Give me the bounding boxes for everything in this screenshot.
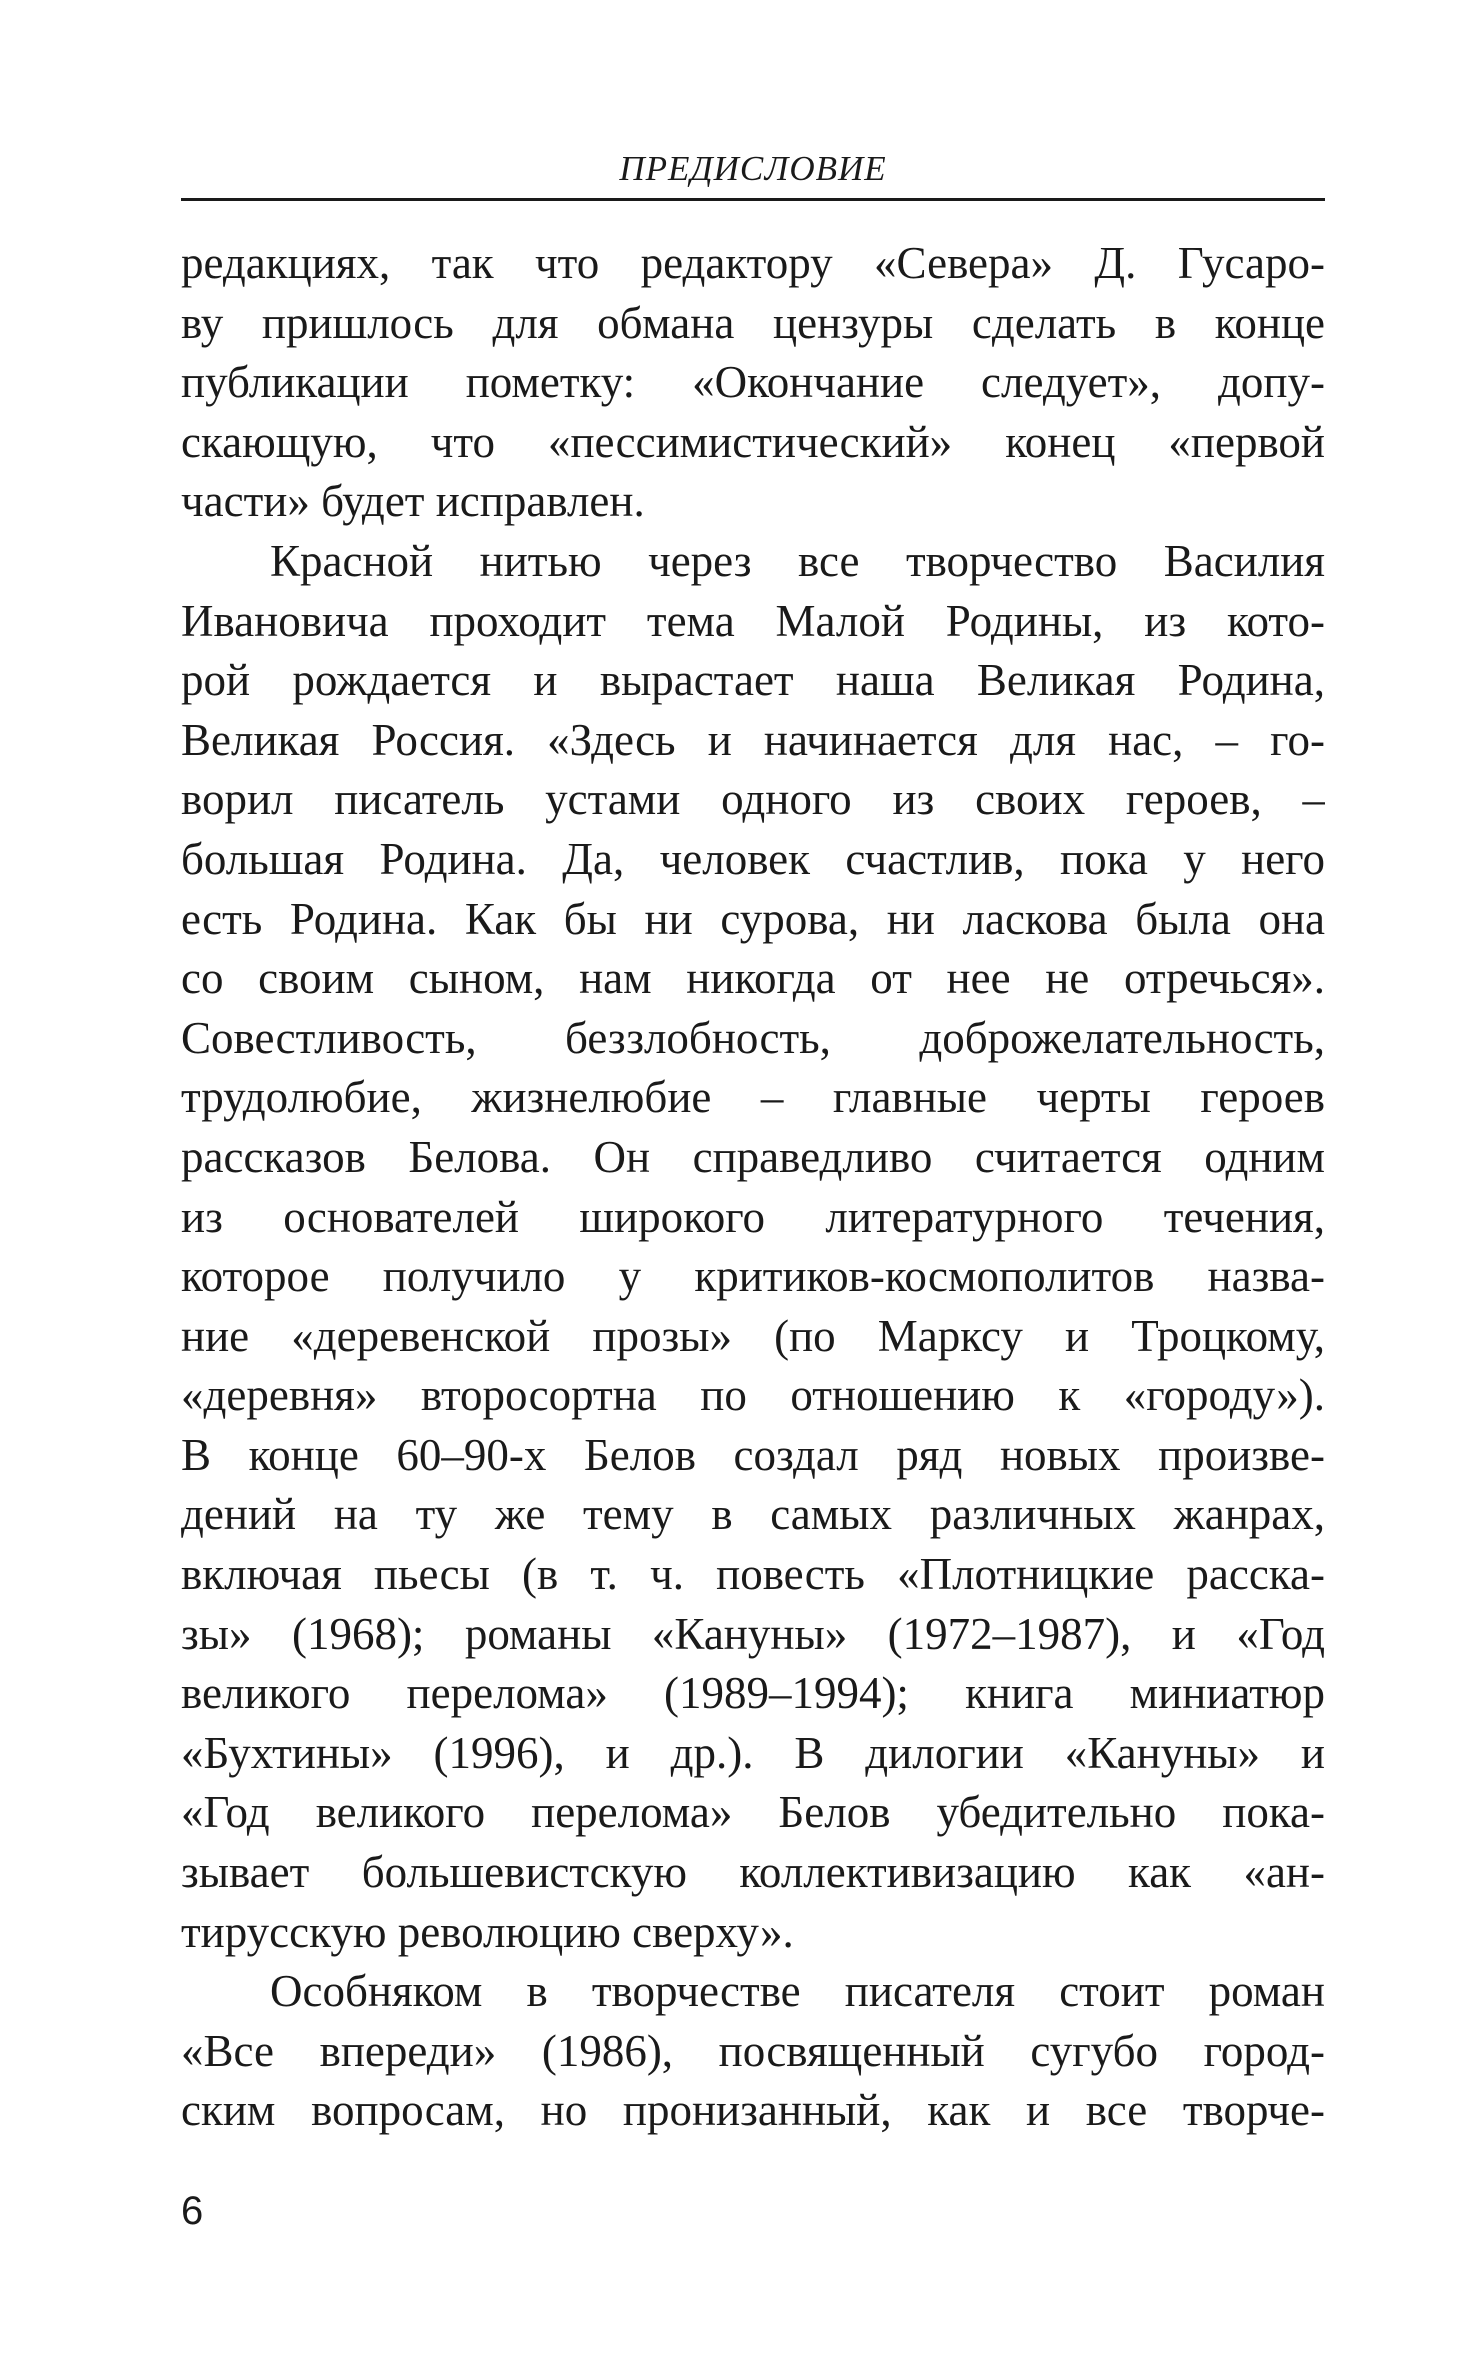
text-line: зы» (1968); романы «Кануны» (1972–1987), и «Год <box>181 1608 1325 1659</box>
text-line: ским вопросам, но пронизанный, как и все творче- <box>181 2085 1325 2136</box>
text-line: части» будет исправлен. <box>181 476 645 527</box>
text-line: большая Родина. Да, человек счастлив, пока у него <box>181 833 1325 884</box>
text-line: «Бухтины» (1996), и др.). В дилогии «Кануны» и <box>181 1727 1325 1778</box>
running-header <box>181 144 1325 201</box>
text-line: Особняком в творчестве писателя стоит роман <box>270 1966 1325 2017</box>
header-title: ПРЕДИСЛОВИЕ <box>619 149 887 188</box>
page-number: 6 <box>181 2189 204 2233</box>
text-line: которое получило у критиков-космополитов назва- <box>181 1251 1325 1302</box>
text-line: есть Родина. Как бы ни сурова, ни ласкова была она <box>181 893 1325 944</box>
text-line: рой рождается и вырастает наша Великая Родина, <box>181 655 1325 706</box>
text-line: ворил писатель устами одного из своих героев, – <box>181 774 1325 825</box>
text-line: зывает большевистскую коллективизацию как «ан- <box>181 1847 1325 1898</box>
text-line: редакциях, так что редактору «Севера» Д. Гусаро- <box>181 238 1325 288</box>
text-line: публикации пометку: «Окончание следует», допу- <box>181 357 1325 408</box>
text-line: скающую, что «пессимистический» конец «первой <box>181 416 1325 467</box>
text-line: Совестливость, беззлобность, доброжелательность, <box>181 1012 1325 1063</box>
text-line: «Год великого перелома» Белов убедительно пока- <box>181 1787 1325 1838</box>
text-line: включая пьесы (в т. ч. повесть «Плотницкие расска- <box>181 1549 1325 1600</box>
text-line: дений на ту же тему в самых различных жанрах, <box>181 1489 1325 1540</box>
text-line: «Все впереди» (1986), посвященный сугубо город- <box>181 2025 1325 2076</box>
text-line: со своим сыном, нам никогда от нее не отречься». <box>181 953 1325 1004</box>
body-text <box>181 234 1325 2141</box>
text-line: тирусскую революцию сверху». <box>181 1906 794 1957</box>
text-line: ву пришлось для обмана цензуры сделать в конце <box>181 297 1325 348</box>
text-line: «деревня» второсортна по отношению к «городу»). <box>181 1370 1325 1421</box>
text-line: Ивановича проходит тема Малой Родины, из кото- <box>181 595 1325 646</box>
text-line: трудолюбие, жизнелюбие – главные черты героев <box>181 1072 1325 1123</box>
text-line: великого перелома» (1989–1994); книга миниатюр <box>181 1668 1325 1719</box>
text-line: Великая Россия. «Здесь и начинается для нас, – го- <box>181 714 1325 765</box>
text-line: рассказов Белова. Он справедливо считается одним <box>181 1131 1325 1182</box>
text-line: В конце 60–90-х Белов создал ряд новых произве- <box>181 1429 1325 1480</box>
text-line: из основателей широкого литературного течения, <box>181 1191 1325 1242</box>
text-line: Красной нитью через все творчество Василия <box>270 535 1325 586</box>
text-line: ние «деревенской прозы» (по Марксу и Троцкому, <box>181 1310 1325 1361</box>
